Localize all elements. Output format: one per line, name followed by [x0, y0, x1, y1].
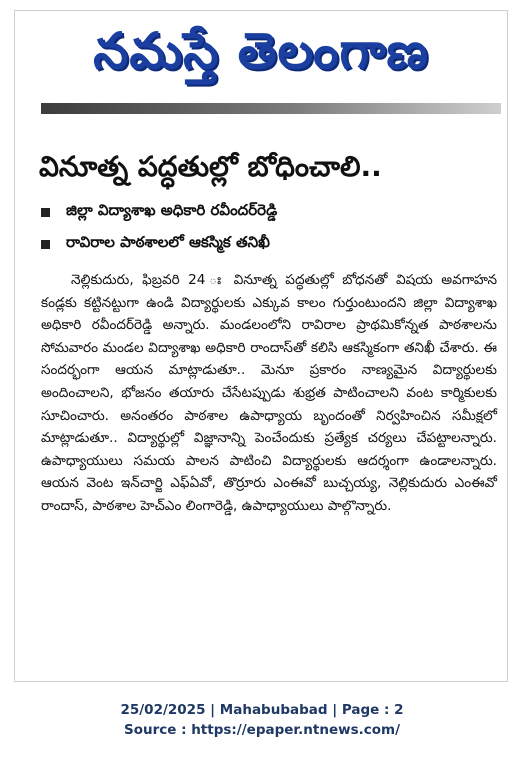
article-body: నెల్లికుదురు, ఫిబ్రవరి 24 ః వినూత్న పద్ధతుల్లో బోధనతో విషయ అవగాహన కండ్లకు కట్టినట్టుగా ఉండి విద్యార్థులకు ఎక్కువ కాలం గుర్తుంటుందని జిల్లా విద్యాశాఖ అధికారి రవీందర్‌రెడ్డి అన్నారు. మండలంలోని రావిరాల ప్రాథమికోన్నత పాఠశాలను సోమవారం మండల విద్యాశాఖ అధికారి రాందాస్‌తో కలిసి ఆకస్మికంగా తనిఖీ చేశారు. ఈ సందర్భంగా ఆయన మాట్లాడుతూ.. మెనూ ప్రకారం నాణ్యమైన విద్యార్థులకు అందించాలని, భోజనం తయారు చేసేటప్పుడు శుభ్రత పాటించాలని వంట కార్మికులకు సూచించారు. అనంతరం పాఠశాల ఉపాధ్యాయ బృందంతో నిర్వహించిన సమీక్షలో మాట్లాడుతూ.. విద్యార్థుల్లో విజ్ఞానాన్ని పెంచేందుకు ప్రత్యేక చర్యలు చేపట్టాలన్నారు. ఉపాధ్యాయులు సమయ పాలన పాటించి విద్యార్థులకు ఆదర్శంగా ఉండాలన్నారు. ఆయన వెంట ఇన్‌చార్జి ఎఫ్‌ఏవో, తొర్రూరు ఎంఈవో బుచ్చయ్య, నెల్లికుదురు ఎంఈవో రాందాస్, పాఠశాల హెచ్‌ఎం లింగారెడ్డి, ఉపాధ్యాయులు పాల్గొన్నారు. [41, 272, 497, 514]
square-bullet-icon [41, 240, 50, 249]
highlight-text: రావిరాల పాఠశాలలో ఆకస్మిక తనిఖీ [66, 233, 270, 251]
square-bullet-icon [41, 208, 50, 217]
article-headline: వినూత్న పద్ధతుల్లో బోధించాలి.. [39, 150, 382, 183]
masthead-divider [41, 103, 501, 114]
newspaper-masthead: నమస్తే తెలంగాణ [93, 22, 429, 80]
source-link[interactable]: Source : https://epaper.ntnews.com/ [123, 722, 401, 738]
article-highlights [41, 197, 491, 261]
highlight-item [41, 229, 491, 259]
page-footer [0, 700, 524, 740]
article-clipping [14, 10, 508, 682]
edition-info: 25/02/2025 | Mahabubabad | Page : 2 [120, 702, 404, 718]
highlight-text: జిల్లా విద్యాశాఖ అధికారి రవీందర్‌రెడ్డి [66, 201, 278, 219]
highlight-item [41, 197, 491, 227]
